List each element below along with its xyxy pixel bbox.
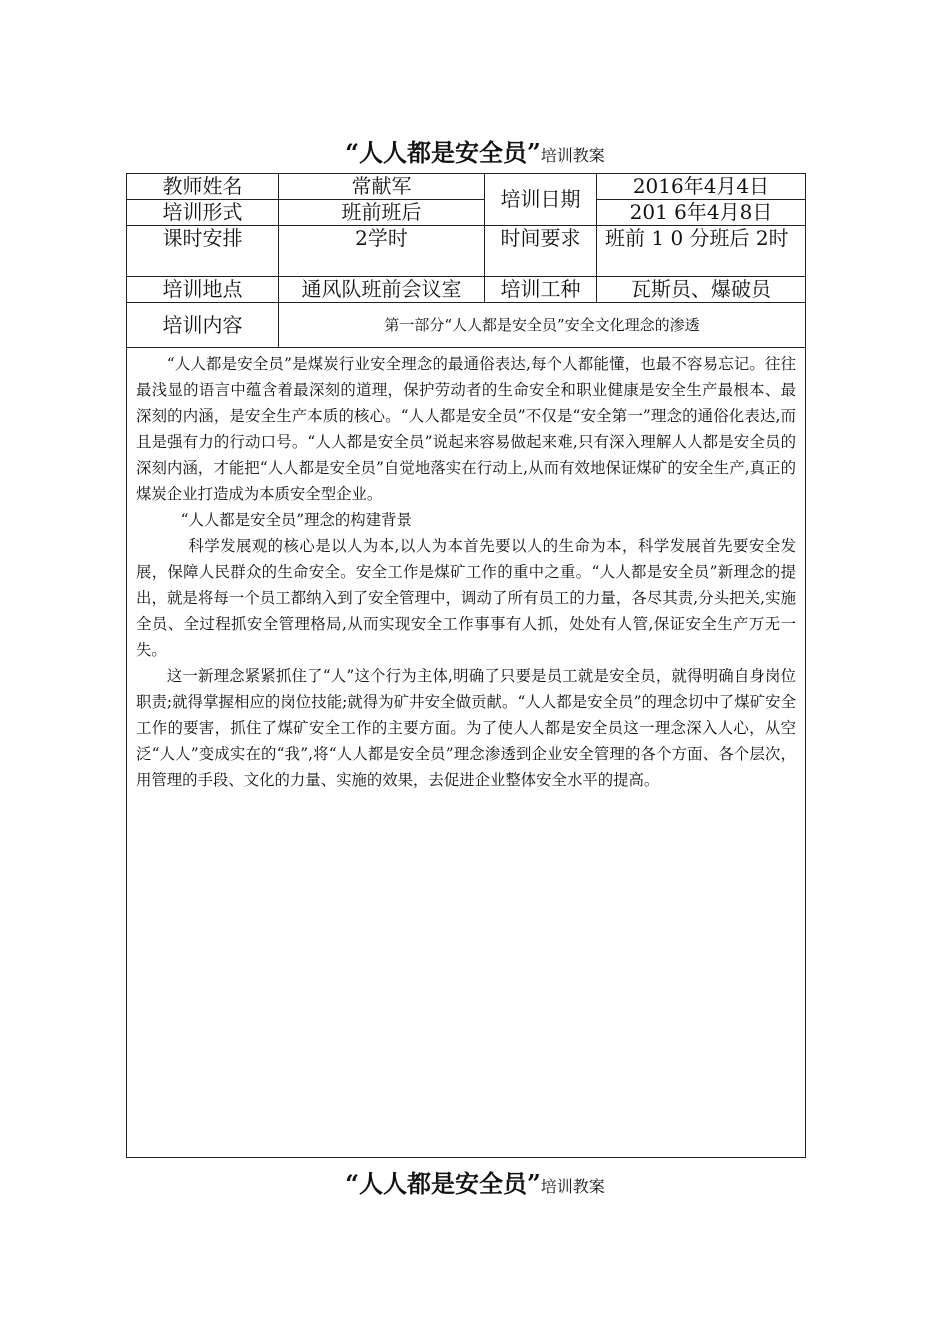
title-suffix: 培训教案 (540, 146, 605, 165)
time-req-label: 时间要求 (485, 226, 597, 277)
body-paragraph-3: 这一新理念紧紧抓住了“人”这个行为主体,明确了只要是员工就是安全员，就得明确自身岗位职责;就得掌握相应的岗位技能;就得为矿井安全做贡献。“人人都是安全员”的理念切中了煤矿安全工作的要害，抓住了煤矿安全工作的主要方面。为了使人人都是安全员这一理念深入人心，从空泛“人人”变成实在的“我”,将“人人都是安全员”理念渗透到企业安全管理的各个方面、各个层次，用管理的手段、文化的力量、实施的效果，去促进企业整体安全水平的提高。 (136, 667, 796, 789)
location-value: 通风队班前会议室 (279, 277, 485, 303)
footer-title-main: “人人都是安全员” (345, 1169, 541, 1198)
date-value-1: 2016年4月4日 (597, 174, 806, 200)
hours-label: 课时安排 (127, 226, 279, 277)
title-main: “人人都是安全员” (345, 138, 541, 167)
location-label: 培训地点 (127, 277, 279, 303)
format-value: 班前班后 (279, 200, 485, 226)
footer-title-suffix: 培训教案 (540, 1177, 605, 1196)
teacher-label: 教师姓名 (127, 174, 279, 200)
date-value-2: 201 6年4月8日 (597, 200, 806, 226)
training-form-table (126, 173, 806, 1158)
format-label: 培训形式 (127, 200, 279, 226)
body-paragraph-2: 科学发展观的核心是以人为本,以人为本首先要以人的生命为本，科学发展首先要安全发展，保障人民群众的生命安全。安全工作是煤矿工作的重中之重。“人人都是安全员”新理念的提出，就是将每一个员工都纳入到了安全管理中，调动了所有员工的力量，各尽其责,分头把关,实施全员、全过程抓安全管理格局,从而实现安全工作事事有人抓，处处有人管,保证安全生产万无一失。 (136, 537, 796, 659)
content-label: 培训内容 (127, 303, 279, 348)
footer-title (0, 1164, 950, 1199)
content-value: 第一部分“人人都是安全员”安全文化理念的渗透 (279, 303, 806, 348)
lesson-body (127, 348, 806, 1158)
hours-value: 2学时 (279, 226, 485, 277)
time-req-value: 班前 1 0 分班后 2时 (597, 226, 806, 277)
teacher-value: 常献军 (279, 174, 485, 200)
body-subheading: “人人都是安全员”理念的构建背景 (180, 511, 412, 529)
trade-value: 瓦斯员、爆破员 (597, 277, 806, 303)
trade-label: 培训工种 (485, 277, 597, 303)
date-label: 培训日期 (485, 174, 597, 226)
page-title (0, 133, 950, 168)
body-paragraph-1: “人人都是安全员”是煤炭行业安全理念的最通俗表达,每个人都能懂，也最不容易忘记。往往最浅显的语言中蕴含着最深刻的道理，保护劳动者的生命安全和职业健康是安全生产最根本、最深刻的内涵，是安全生产本质的核心。“人人都是安全员”不仅是“安全第一”理念的通俗化表达,而且是强有力的行动口号。“人人都是安全员”说起来容易做起来难,只有深入理解人人都是安全员的深刻内涵，才能把“人人都是安全员”自觉地落实在行动上,从而有效地保证煤矿的安全生产,真正的煤炭企业打造成为本质安全型企业。 (136, 355, 796, 503)
